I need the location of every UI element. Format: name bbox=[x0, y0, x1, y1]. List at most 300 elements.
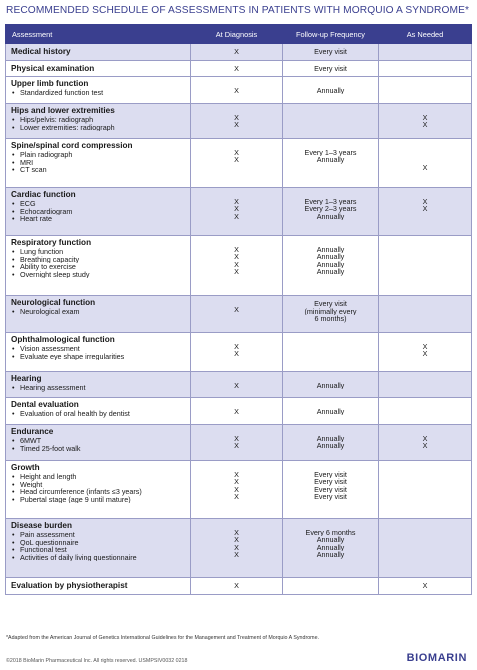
diagnosis-value: X bbox=[234, 212, 239, 221]
as-needed-value bbox=[379, 246, 471, 254]
sub-assessment bbox=[6, 410, 190, 418]
at-diagnosis-cell bbox=[191, 578, 283, 595]
diagnosis-value: X bbox=[234, 260, 239, 269]
as-needed-value bbox=[379, 471, 471, 479]
cell-spacer bbox=[379, 141, 471, 149]
as-needed-value bbox=[379, 261, 471, 269]
cell-spacer bbox=[191, 400, 282, 408]
diagnosis-value: X bbox=[234, 478, 239, 486]
sub-assessment-label: Functional test bbox=[20, 546, 67, 554]
diagnosis-value: X bbox=[234, 485, 239, 494]
sub-assessment-label: Breathing capacity bbox=[20, 255, 80, 264]
sub-assessment-label: QoL questionnaire bbox=[20, 538, 79, 547]
diagnosis-value: X bbox=[234, 543, 239, 552]
table-row bbox=[6, 519, 472, 578]
as-needed-value bbox=[379, 486, 471, 494]
as-needed-cell bbox=[379, 425, 472, 461]
sub-assessment bbox=[6, 488, 190, 496]
sub-assessment bbox=[6, 353, 190, 361]
sub-assessment bbox=[6, 308, 190, 316]
bullet-icon: • bbox=[12, 553, 15, 562]
table-row bbox=[6, 44, 472, 61]
bullet-icon: • bbox=[12, 538, 15, 547]
as-needed-cell bbox=[379, 44, 472, 61]
assessment-cell bbox=[6, 333, 191, 372]
follow-up-frequency-cell bbox=[283, 61, 379, 77]
table-row bbox=[6, 139, 472, 188]
at-diagnosis-cell bbox=[191, 104, 283, 139]
table-row bbox=[6, 425, 472, 461]
sub-assessment-label: 6MWT bbox=[20, 437, 42, 445]
diagnosis-value: X bbox=[234, 470, 239, 479]
as-needed-value bbox=[379, 478, 471, 486]
assessment-cell bbox=[6, 236, 191, 296]
as-needed-value bbox=[379, 268, 471, 276]
frequency-line: (minimally every bbox=[304, 307, 357, 316]
bullet-icon: • bbox=[12, 215, 15, 223]
sub-assessment bbox=[6, 546, 190, 554]
assessment-cell bbox=[6, 104, 191, 139]
sub-assessment bbox=[6, 384, 190, 392]
sub-assessment-label: Lung function bbox=[20, 248, 64, 256]
frequency-value: Annually bbox=[316, 434, 345, 443]
cell-value bbox=[283, 582, 378, 590]
as-needed-value bbox=[379, 551, 471, 559]
frequency-value bbox=[283, 121, 378, 129]
bullet-icon: • bbox=[12, 270, 15, 279]
as-needed-cell bbox=[379, 372, 472, 398]
cell-spacer bbox=[283, 79, 378, 87]
bullet-icon: • bbox=[12, 345, 15, 353]
diagnosis-value: X bbox=[234, 305, 239, 314]
sub-assessment-label: Heart rate bbox=[20, 215, 52, 223]
frequency-value: Every visit bbox=[314, 470, 347, 479]
category-name: Growth bbox=[11, 463, 40, 472]
diagnosis-value: X bbox=[234, 113, 239, 122]
as-needed-value: X bbox=[422, 350, 428, 358]
diagnosis-value: X bbox=[234, 148, 239, 157]
cell-spacer bbox=[379, 238, 471, 246]
diagnosis-value: X bbox=[234, 350, 239, 358]
bullet-icon: • bbox=[12, 263, 15, 271]
sub-assessment bbox=[6, 116, 190, 124]
as-needed-cell bbox=[379, 296, 472, 333]
sub-assessment bbox=[6, 473, 190, 481]
sub-assessment-label: Pain assessment bbox=[20, 531, 75, 539]
assessment-cell bbox=[6, 61, 191, 77]
sub-assessment-label: Lower extremities: radiograph bbox=[20, 123, 115, 132]
frequency-value: Every visit bbox=[314, 485, 347, 494]
header-at-diagnosis: At Diagnosis bbox=[191, 25, 283, 44]
cell-spacer bbox=[379, 298, 471, 306]
category-name: Medical history bbox=[11, 47, 71, 56]
bullet-icon: • bbox=[12, 352, 15, 361]
cell-spacer bbox=[191, 238, 282, 246]
diagnosis-value: X bbox=[234, 381, 239, 390]
at-diagnosis-cell bbox=[191, 333, 283, 372]
as-needed-value bbox=[379, 253, 471, 261]
follow-up-frequency-cell bbox=[283, 578, 379, 595]
sub-assessment-label: Hearing assessment bbox=[20, 384, 86, 392]
frequency-value: Annually bbox=[316, 543, 345, 552]
assessment-cell bbox=[6, 296, 191, 333]
follow-up-frequency-cell bbox=[283, 333, 379, 372]
diagnosis-value bbox=[191, 164, 282, 172]
follow-up-frequency-cell bbox=[283, 139, 379, 188]
as-needed-value bbox=[379, 493, 471, 501]
at-diagnosis-cell bbox=[191, 519, 283, 578]
cell-spacer bbox=[283, 141, 378, 149]
as-needed-cell bbox=[379, 139, 472, 188]
sub-assessment bbox=[6, 481, 190, 489]
bullet-icon: • bbox=[12, 495, 15, 504]
cell-value: X bbox=[234, 65, 239, 73]
cell-spacer bbox=[191, 106, 282, 114]
bullet-icon: • bbox=[12, 207, 15, 216]
as-needed-cell bbox=[379, 61, 472, 77]
as-needed-value bbox=[379, 382, 471, 390]
as-needed-value: X bbox=[422, 442, 428, 450]
cell-spacer bbox=[191, 463, 282, 471]
diagnosis-value: X bbox=[234, 253, 239, 261]
bullet-icon: • bbox=[12, 473, 15, 481]
sub-assessment-label: Weight bbox=[20, 480, 43, 489]
table-row bbox=[6, 398, 472, 425]
diagnosis-value: X bbox=[234, 245, 239, 254]
sub-assessment bbox=[6, 208, 190, 216]
as-needed-cell bbox=[379, 104, 472, 139]
bullet-icon: • bbox=[12, 480, 15, 489]
bullet-icon: • bbox=[12, 200, 15, 208]
frequency-value: Every 1–3 years bbox=[304, 148, 357, 157]
bullet-icon: • bbox=[12, 308, 15, 316]
frequency-value: Annually bbox=[316, 381, 345, 390]
bullet-icon: • bbox=[12, 89, 15, 97]
sub-assessment bbox=[6, 554, 190, 562]
as-needed-value bbox=[379, 149, 471, 157]
cell-spacer bbox=[283, 106, 378, 114]
diagnosis-value: X bbox=[234, 528, 239, 537]
at-diagnosis-cell bbox=[191, 461, 283, 519]
cell-spacer bbox=[283, 238, 378, 246]
assessment-cell bbox=[6, 461, 191, 519]
sub-assessment bbox=[6, 124, 190, 132]
cell-spacer bbox=[283, 374, 378, 382]
bullet-icon: • bbox=[12, 116, 15, 124]
cell-spacer bbox=[379, 79, 471, 87]
diagnosis-value: X bbox=[234, 268, 239, 276]
table-row bbox=[6, 104, 472, 139]
follow-up-frequency-cell bbox=[283, 372, 379, 398]
header-assessment: Assessment bbox=[6, 25, 191, 44]
frequency-value: Every visit bbox=[314, 478, 347, 486]
frequency-value bbox=[283, 164, 378, 172]
at-diagnosis-cell bbox=[191, 372, 283, 398]
sub-assessment-label: Neurological exam bbox=[20, 308, 80, 316]
as-needed-value bbox=[379, 213, 471, 221]
as-needed-cell bbox=[379, 461, 472, 519]
at-diagnosis-cell bbox=[191, 77, 283, 104]
as-needed-value: X bbox=[422, 197, 428, 206]
as-needed-value bbox=[379, 87, 471, 95]
bullet-icon: • bbox=[12, 384, 15, 392]
sub-assessment bbox=[6, 248, 190, 256]
at-diagnosis-cell bbox=[191, 236, 283, 296]
biomarin-logo: BIOMARIN bbox=[406, 652, 467, 664]
category-name: Evaluation by physiotherapist bbox=[11, 581, 128, 590]
sub-assessment-label: Plain radiograph bbox=[20, 151, 73, 159]
category-name: Upper limb function bbox=[11, 79, 89, 88]
sub-assessment bbox=[6, 89, 190, 97]
bullet-icon: • bbox=[12, 488, 15, 496]
sub-assessment bbox=[6, 531, 190, 539]
assessment-cell bbox=[6, 578, 191, 595]
frequency-value: Every 6 months bbox=[305, 528, 356, 537]
follow-up-frequency-cell bbox=[283, 44, 379, 61]
sub-assessment-label: Hips/pelvis: radiograph bbox=[20, 116, 94, 124]
table-row bbox=[6, 461, 472, 519]
at-diagnosis-cell bbox=[191, 398, 283, 425]
cell-spacer bbox=[283, 400, 378, 408]
bullet-icon: • bbox=[12, 531, 15, 539]
diagnosis-value: X bbox=[234, 434, 239, 443]
sub-assessment-label: Ability to exercise bbox=[20, 263, 76, 271]
as-needed-cell bbox=[379, 236, 472, 296]
assessment-cell bbox=[6, 519, 191, 578]
cell-value: X bbox=[234, 582, 239, 590]
sub-assessment-label: Evaluate eye shape irregularities bbox=[20, 352, 125, 361]
cell-spacer bbox=[191, 427, 282, 435]
as-needed-value bbox=[379, 306, 471, 314]
sub-assessment-label: Echocardiogram bbox=[20, 207, 73, 216]
as-needed-value: X bbox=[422, 113, 428, 122]
frequency-value: Annually bbox=[316, 268, 345, 276]
cell-spacer bbox=[283, 190, 378, 198]
table-row bbox=[6, 61, 472, 77]
copyright-notice: ©2018 BioMarin Pharmaceutical Inc. All rights reserved. USMPSIV0032 0218 bbox=[6, 658, 188, 664]
category-name: Endurance bbox=[11, 427, 54, 436]
at-diagnosis-cell bbox=[191, 44, 283, 61]
diagnosis-value: X bbox=[234, 205, 239, 213]
diagnosis-value: X bbox=[234, 493, 239, 501]
cell-value: X bbox=[234, 48, 239, 56]
bullet-icon: • bbox=[12, 166, 15, 174]
cell-spacer bbox=[379, 400, 471, 408]
sub-assessment-label: ECG bbox=[20, 200, 36, 208]
header-follow-up-frequency: Follow-up Frequency bbox=[283, 25, 379, 44]
sub-assessment-label: Height and length bbox=[20, 473, 77, 481]
frequency-value bbox=[283, 343, 378, 351]
category-name: Hearing bbox=[11, 374, 42, 383]
assessment-cell bbox=[6, 139, 191, 188]
diagnosis-value: X bbox=[234, 536, 239, 544]
follow-up-frequency-cell bbox=[283, 425, 379, 461]
follow-up-frequency-cell bbox=[283, 77, 379, 104]
frequency-value: Annually bbox=[316, 156, 345, 164]
as-needed-cell bbox=[379, 398, 472, 425]
bullet-icon: • bbox=[12, 151, 15, 159]
assessment-schedule-table bbox=[5, 24, 472, 595]
sub-assessment bbox=[6, 166, 190, 174]
at-diagnosis-cell bbox=[191, 425, 283, 461]
follow-up-frequency-cell bbox=[283, 188, 379, 236]
diagnosis-value: X bbox=[234, 342, 239, 351]
as-needed-cell bbox=[379, 188, 472, 236]
cell-spacer bbox=[191, 190, 282, 198]
table-row bbox=[6, 188, 472, 236]
cell-spacer bbox=[191, 335, 282, 343]
at-diagnosis-cell bbox=[191, 139, 283, 188]
follow-up-frequency-cell bbox=[283, 461, 379, 519]
diagnosis-value: X bbox=[234, 156, 239, 164]
sub-assessment-label: Overnight sleep study bbox=[20, 270, 90, 279]
category-name: Ophthalmological function bbox=[11, 335, 115, 344]
cell-spacer bbox=[191, 521, 282, 529]
sub-assessment bbox=[6, 256, 190, 264]
frequency-value: Every visit bbox=[314, 493, 347, 501]
sub-assessment-label: MRI bbox=[20, 158, 34, 167]
frequency-value bbox=[283, 114, 378, 122]
table-row bbox=[6, 236, 472, 296]
cell-spacer bbox=[379, 106, 471, 114]
follow-up-frequency-cell bbox=[283, 236, 379, 296]
sub-assessment bbox=[6, 159, 190, 167]
assessment-cell bbox=[6, 188, 191, 236]
frequency-value: Annually bbox=[316, 536, 345, 544]
frequency-value: Annually bbox=[316, 442, 345, 450]
diagnosis-value: X bbox=[234, 121, 239, 129]
at-diagnosis-cell bbox=[191, 188, 283, 236]
as-needed-value: X bbox=[422, 205, 428, 213]
frequency-value: Annually bbox=[316, 245, 345, 254]
frequency-value: Annually bbox=[316, 212, 345, 221]
cell-spacer bbox=[283, 463, 378, 471]
sub-assessment bbox=[6, 345, 190, 353]
cell-spacer bbox=[283, 521, 378, 529]
category-name: Dental evaluation bbox=[11, 400, 79, 409]
bullet-icon: • bbox=[12, 123, 15, 132]
sub-assessment bbox=[6, 271, 190, 279]
at-diagnosis-cell bbox=[191, 61, 283, 77]
assessment-cell bbox=[6, 398, 191, 425]
cell-spacer bbox=[191, 374, 282, 382]
as-needed-value: X bbox=[422, 163, 428, 172]
cell-spacer bbox=[379, 335, 471, 343]
bullet-icon: • bbox=[12, 546, 15, 554]
follow-up-frequency-cell bbox=[283, 398, 379, 425]
bullet-icon: • bbox=[12, 410, 15, 418]
bullet-icon: • bbox=[12, 248, 15, 256]
cell-spacer bbox=[191, 141, 282, 149]
follow-up-frequency-cell bbox=[283, 296, 379, 333]
cell-value bbox=[379, 65, 471, 73]
cell-spacer bbox=[191, 79, 282, 87]
sub-assessment-label: Timed 25-foot walk bbox=[20, 444, 81, 453]
cell-spacer bbox=[379, 463, 471, 471]
frequency-value: Annually bbox=[316, 551, 345, 559]
frequency-line: Every visit bbox=[314, 300, 347, 308]
frequency-value: Annually bbox=[316, 86, 345, 95]
assessment-cell bbox=[6, 77, 191, 104]
table-row bbox=[6, 333, 472, 372]
frequency-value: Annually bbox=[316, 260, 345, 269]
sub-assessment-label: Vision assessment bbox=[20, 345, 80, 353]
document-title: RECOMMENDED SCHEDULE OF ASSESSMENTS IN PATIENTS WITH MORQUIO A SYNDROME* bbox=[6, 5, 470, 16]
cell-value: Every visit bbox=[314, 48, 347, 56]
category-name: Spine/spinal cord compression bbox=[11, 141, 133, 150]
diagnosis-value: X bbox=[234, 86, 239, 95]
as-needed-value: X bbox=[422, 434, 428, 443]
diagnosis-value: X bbox=[234, 197, 239, 206]
category-name: Physical examination bbox=[11, 64, 95, 73]
as-needed-cell bbox=[379, 578, 472, 595]
sub-assessment-label: Standardized function test bbox=[20, 89, 104, 97]
sub-assessment-label: CT scan bbox=[20, 166, 47, 174]
category-name: Neurological function bbox=[11, 298, 96, 307]
sub-assessment bbox=[6, 539, 190, 547]
cell-spacer bbox=[191, 298, 282, 306]
sub-assessment bbox=[6, 263, 190, 271]
category-name: Hips and lower extremities bbox=[11, 106, 115, 115]
diagnosis-value: X bbox=[234, 442, 239, 450]
frequency-value bbox=[283, 350, 378, 358]
as-needed-value bbox=[379, 544, 471, 552]
sub-assessment bbox=[6, 437, 190, 445]
category-name: Respiratory function bbox=[11, 238, 92, 247]
cell-spacer bbox=[379, 374, 471, 382]
table-row bbox=[6, 77, 472, 104]
at-diagnosis-cell bbox=[191, 296, 283, 333]
cell-spacer bbox=[379, 190, 471, 198]
as-needed-value bbox=[379, 156, 471, 164]
header-as-needed: As Needed bbox=[379, 25, 472, 44]
cell-spacer bbox=[379, 521, 471, 529]
sub-assessment-label: Evaluation of oral health by dentist bbox=[20, 410, 130, 418]
diagnosis-value: X bbox=[234, 551, 239, 559]
as-needed-cell bbox=[379, 333, 472, 372]
as-needed-cell bbox=[379, 77, 472, 104]
as-needed-value bbox=[379, 408, 471, 416]
as-needed-value bbox=[379, 536, 471, 544]
as-needed-cell bbox=[379, 519, 472, 578]
cell-spacer bbox=[283, 335, 378, 343]
as-needed-value bbox=[379, 529, 471, 537]
sub-assessment bbox=[6, 151, 190, 159]
as-needed-value: X bbox=[422, 342, 428, 351]
bullet-icon: • bbox=[12, 437, 15, 445]
follow-up-frequency-cell bbox=[283, 519, 379, 578]
category-name: Cardiac function bbox=[11, 190, 76, 199]
table-row bbox=[6, 372, 472, 398]
footnote: *Adapted from the American Journal of Genetics International Guidelines for the Management and Treatment of Morquio A Syndrome. bbox=[6, 635, 319, 641]
sub-assessment bbox=[6, 215, 190, 223]
frequency-value: Every 2–3 years bbox=[304, 205, 357, 213]
sub-assessment bbox=[6, 496, 190, 504]
follow-up-frequency-cell bbox=[283, 104, 379, 139]
frequency-value: Annually bbox=[316, 253, 345, 261]
as-needed-value: X bbox=[422, 121, 428, 129]
table-header-row bbox=[6, 25, 472, 44]
cell-value: X bbox=[422, 582, 428, 590]
frequency-value: Annually bbox=[316, 407, 345, 416]
cell-spacer bbox=[379, 427, 471, 435]
frequency-line: 6 months) bbox=[314, 315, 347, 323]
bullet-icon: • bbox=[12, 444, 15, 453]
category-name: Disease burden bbox=[11, 521, 72, 530]
sub-assessment-label: Activities of daily living questionnaire bbox=[20, 553, 137, 562]
sub-assessment-label: Pubertal stage (age 9 until mature) bbox=[20, 495, 131, 504]
sub-assessment bbox=[6, 445, 190, 453]
